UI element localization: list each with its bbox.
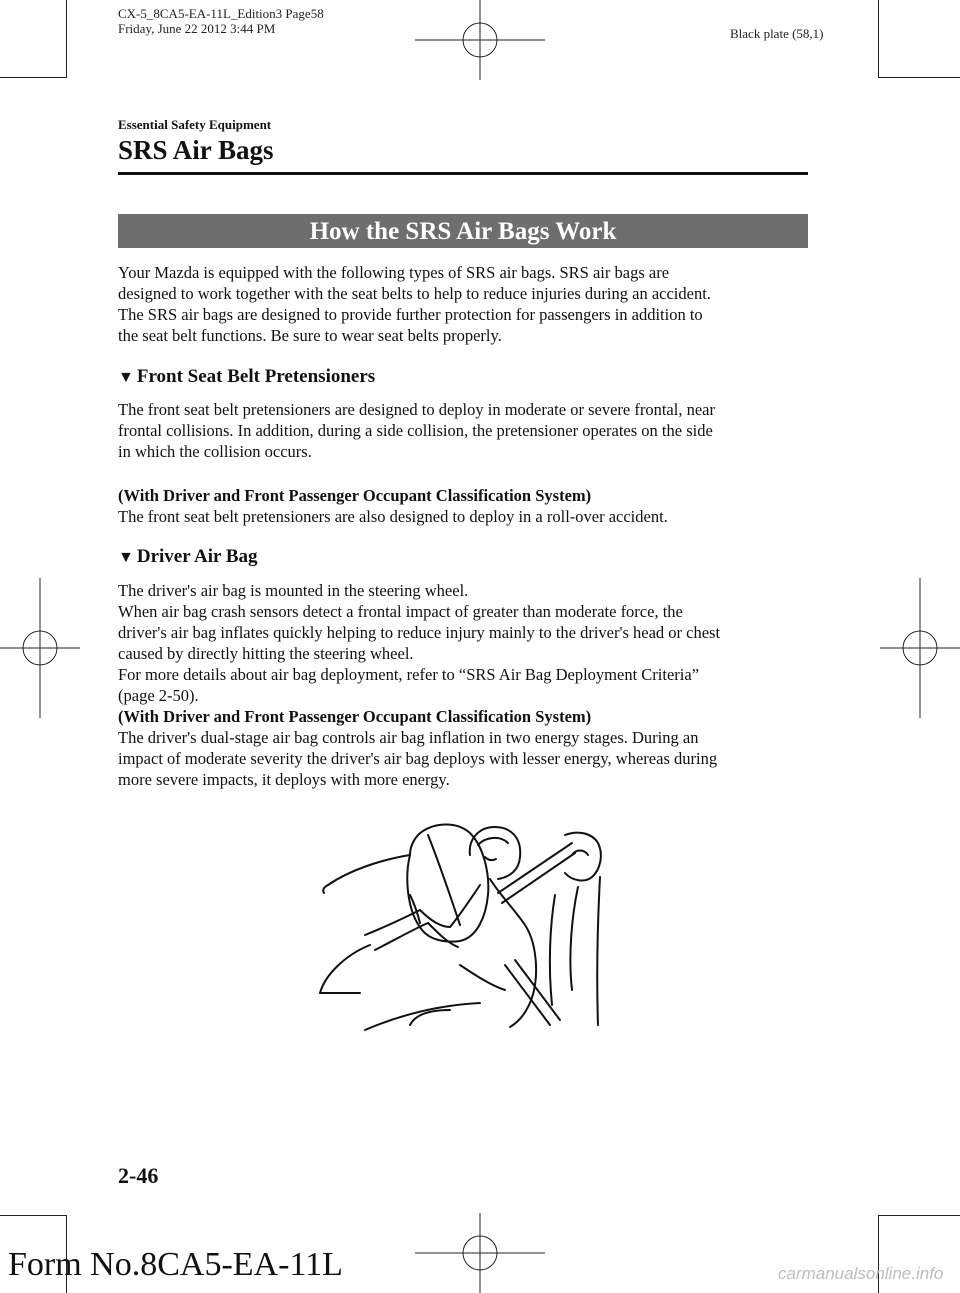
registration-mark-right-icon — [880, 578, 960, 718]
subheading-driver-air-bag: ▼ Driver Air Bag — [118, 546, 258, 567]
section-banner: How the SRS Air Bags Work — [118, 214, 808, 248]
registration-mark-bottom-icon — [415, 1213, 545, 1293]
title-rule — [118, 172, 808, 175]
intro-paragraph: Your Mazda is equipped with the following types of SRS air bags. SRS air bags are designed to work together with the seat belts to help to reduce injuries during an accident. The SRS air bags are designed to provide further protection for passengers in addition to the seat belt functions. Be sure to wear seat belts properly. — [118, 263, 711, 345]
form-number: Form No.8CA5-EA-11L — [8, 1246, 343, 1283]
driver-note-title: (With Driver and Front Passenger Occupant Classification System) — [118, 707, 592, 726]
section-label: Essential Safety Equipment — [118, 117, 272, 132]
triangle-marker-icon: ▼ — [118, 369, 134, 386]
triangle-marker-icon: ▼ — [118, 549, 134, 566]
driver-air-bag-paragraph: The driver's air bag is mounted in the steering wheel. When air bag crash sensors detect a frontal impact of greater than moderate force, the driver's air bag inflates quickly helping to reduce injury mainly to the driver's head or chest caused by directly hitting the steering wheel. For more details about air bag deployment, refer to “SRS Air Bag Deployment Criteria” (page 2-50). (With Driver and Front Passenger Occupant Classification System) The driver's dual-stage air bag controls air bag inflation in two energy stages. During an impact of moderate severity the driver's air bag deploys with lesser energy, whereas during more severe impacts, it deploys with more energy. — [118, 580, 808, 790]
date-info-line: Friday, June 22 2012 3:44 PM — [118, 21, 276, 36]
page-number: 2-46 — [118, 1163, 159, 1188]
page-title: SRS Air Bags — [118, 135, 274, 165]
watermark: carmanualsonline.info — [778, 1264, 944, 1283]
registration-mark-top-icon — [415, 0, 545, 80]
plate-label: Black plate (58,1) — [730, 26, 824, 41]
driver-airbag-illustration — [310, 815, 620, 1035]
pretensioners-note-title: (With Driver and Front Passenger Occupant Classification System) — [118, 486, 592, 505]
pretensioners-note: The front seat belt pretensioners are also designed to deploy in a roll-over accident. — [118, 507, 668, 526]
subheading-pretensioners: ▼ Front Seat Belt Pretensioners — [118, 366, 376, 387]
registration-mark-left-icon — [0, 578, 80, 718]
pretensioners-paragraph: The front seat belt pretensioners are designed to deploy in moderate or severe frontal, near frontal collisions. In addition, during a side collision, the pretensioner operates on the side in which the collision occurs. — [118, 400, 715, 461]
file-info-line: CX-5_8CA5-EA-11L_Edition3 Page58 — [118, 6, 324, 21]
